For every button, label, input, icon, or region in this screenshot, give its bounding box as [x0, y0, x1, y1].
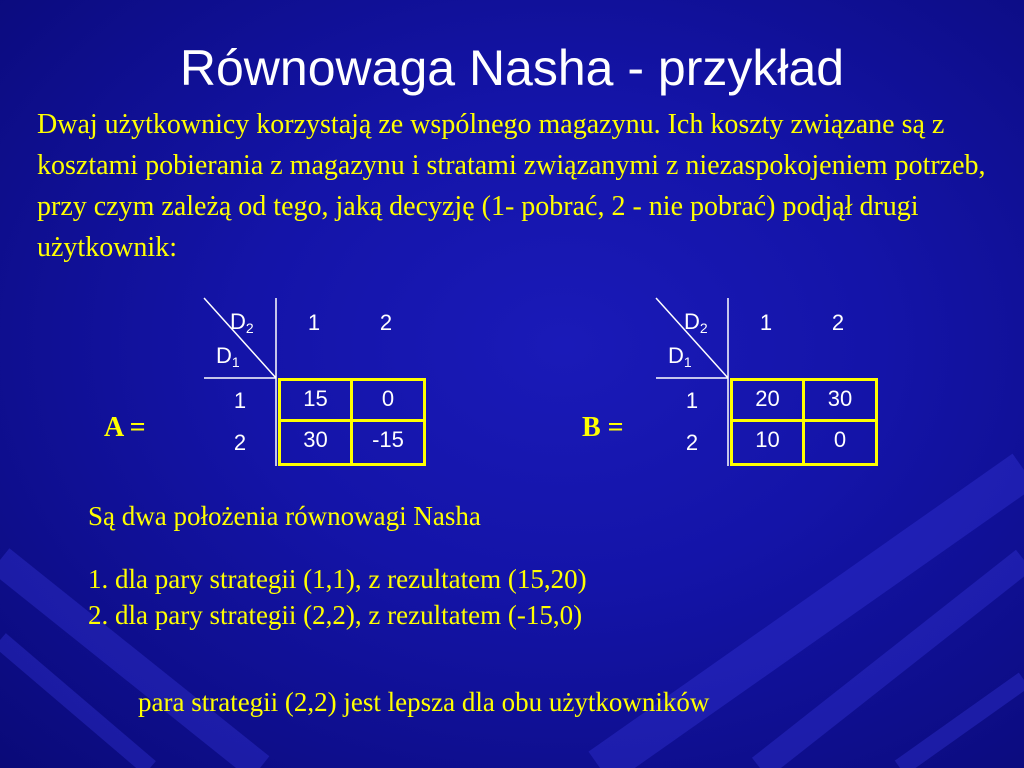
- matrix-a-d1-label: $D_1$: [216, 343, 240, 370]
- matrix-a-row-header-1: 1: [233, 388, 247, 413]
- matrix-b-label: B =: [582, 412, 624, 443]
- matrix-a-cell-1-2: 0: [350, 378, 426, 422]
- matrix-b-cell-1-1: 20: [730, 378, 805, 422]
- equilibrium-item-1: 1. dla pary strategii (1,1), z rezultatem (15,20): [88, 564, 587, 594]
- matrix-b-col-header-1: 1: [759, 310, 773, 335]
- matrix-a-cell-2-2: -15: [350, 419, 426, 466]
- slide-title: Równowaga Nasha - przykład: [179, 40, 845, 96]
- matrix-b-d1-label: $D_1$: [668, 343, 692, 370]
- matrix-a-row-header-2: 2: [233, 430, 247, 455]
- matrix-a: [204, 298, 426, 468]
- matrix-b-cell-2-1: 10: [730, 419, 805, 466]
- matrix-b-cell-2-2: 0: [802, 419, 878, 466]
- matrix-a-col-header-1: 1: [307, 310, 321, 335]
- matrix-a-label: A =: [104, 412, 146, 443]
- matrix-b-d2-label: $D_2$: [684, 309, 708, 336]
- equilibrium-item-2: 2. dla pary strategii (2,2), z rezultatem (-15,0): [88, 600, 583, 630]
- matrix-a-cell-2-1: 30: [278, 419, 353, 466]
- matrix-b-cell-1-2: 30: [802, 378, 878, 422]
- matrix-b-col-header-2: 2: [831, 310, 845, 335]
- intro-paragraph: Dwaj użytkownicy korzystają ze wspólnego magazynu. Ich koszty związane są z kosztami pobierania z magazynu i stratami związanymi z niezaspokojeniem potrzeb, przy czym zależą od tego, jaką decyzję (1- pobrać, 2 - nie pobrać) podjął drugi użytkownik:: [37, 109, 986, 263]
- conclusion-text: para strategii (2,2) jest lepsza dla obu użytkowników: [138, 687, 710, 717]
- matrix-b-row-header-1: 1: [685, 388, 699, 413]
- matrix-a-cell-1-1: 15: [278, 378, 353, 422]
- matrix-b: [656, 298, 878, 468]
- matrix-a-d2-label: $D_2$: [230, 309, 254, 336]
- matrix-b-row-header-2: 2: [685, 430, 699, 455]
- matrix-a-col-header-2: 2: [379, 310, 393, 335]
- equilibria-summary: Są dwa położenia równowagi Nasha: [88, 501, 481, 531]
